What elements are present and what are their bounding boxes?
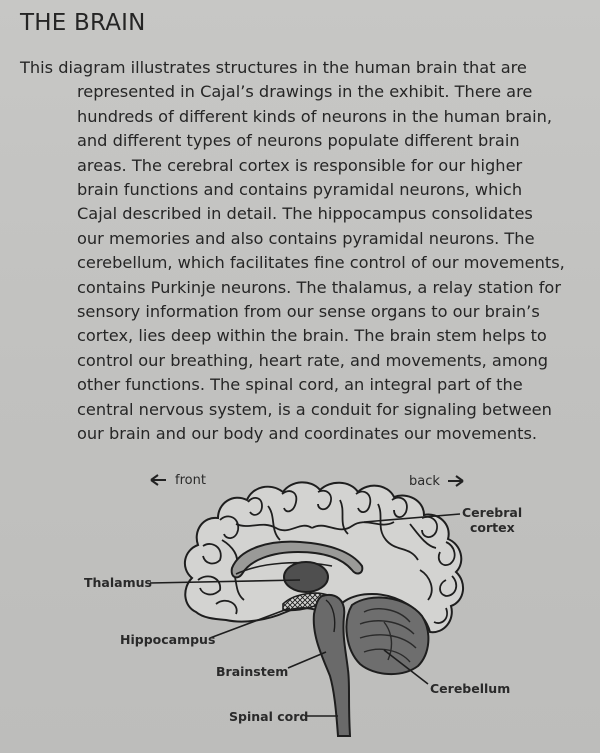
cerebellum: [346, 597, 428, 674]
text-line: central nervous system, is a conduit for signaling between: [77, 399, 552, 419]
back-direction: [409, 474, 463, 489]
label-cerebellum: Cerebellum: [430, 681, 511, 696]
brainstem: [314, 595, 350, 736]
text-line: areas. The cerebral cortex is responsible for our higher: [77, 155, 523, 175]
thalamus: [284, 562, 328, 592]
text-line: brain functions and contains pyramidal neurons, which: [77, 180, 523, 200]
text-line: hundreds of different kinds of neurons in the human brain,: [77, 106, 553, 126]
right-arrow-icon: [448, 476, 463, 486]
label-brainstem: Brainstem: [216, 664, 289, 679]
text-line: and different types of neurons populate different brain: [77, 131, 520, 151]
text-line: control our breathing, heart rate, and movements, among: [77, 350, 549, 370]
text-line: cortex, lies deep within the brain. The brain stem helps to: [77, 326, 547, 346]
text-line: sensory information from our sense organs to our brain’s: [77, 302, 540, 322]
label-cerebral: Cerebral: [462, 505, 523, 520]
front-label: front: [175, 473, 206, 488]
text-line: our memories and also contains pyramidal neurons. The: [77, 228, 535, 248]
text-line: our brain and our body and coordinates our movements.: [77, 424, 538, 444]
front-direction: [151, 473, 206, 488]
text-line: Cajal described in detail. The hippocampus consolidates: [77, 204, 533, 224]
back-label: back: [409, 474, 440, 489]
text-line: contains Purkinje neurons. The thalamus, a relay station for: [77, 277, 561, 297]
label-hippocampus: Hippocampus: [120, 632, 216, 647]
label-cortex: cortex: [470, 520, 515, 535]
text-line: represented in Cajal’s drawings in the exhibit. There are: [77, 82, 533, 102]
text-line: This diagram illustrates structures in the human brain that are: [20, 58, 527, 77]
panel-title: THE BRAIN: [20, 10, 146, 36]
label-spinal-cord: Spinal cord: [229, 709, 309, 724]
text-line: cerebellum, which facilitates fine control of our movements,: [77, 253, 565, 273]
label-thalamus: Thalamus: [84, 575, 152, 590]
left-arrow-icon: [151, 475, 166, 485]
text-line: other functions. The spinal cord, an integral part of the: [77, 375, 523, 395]
